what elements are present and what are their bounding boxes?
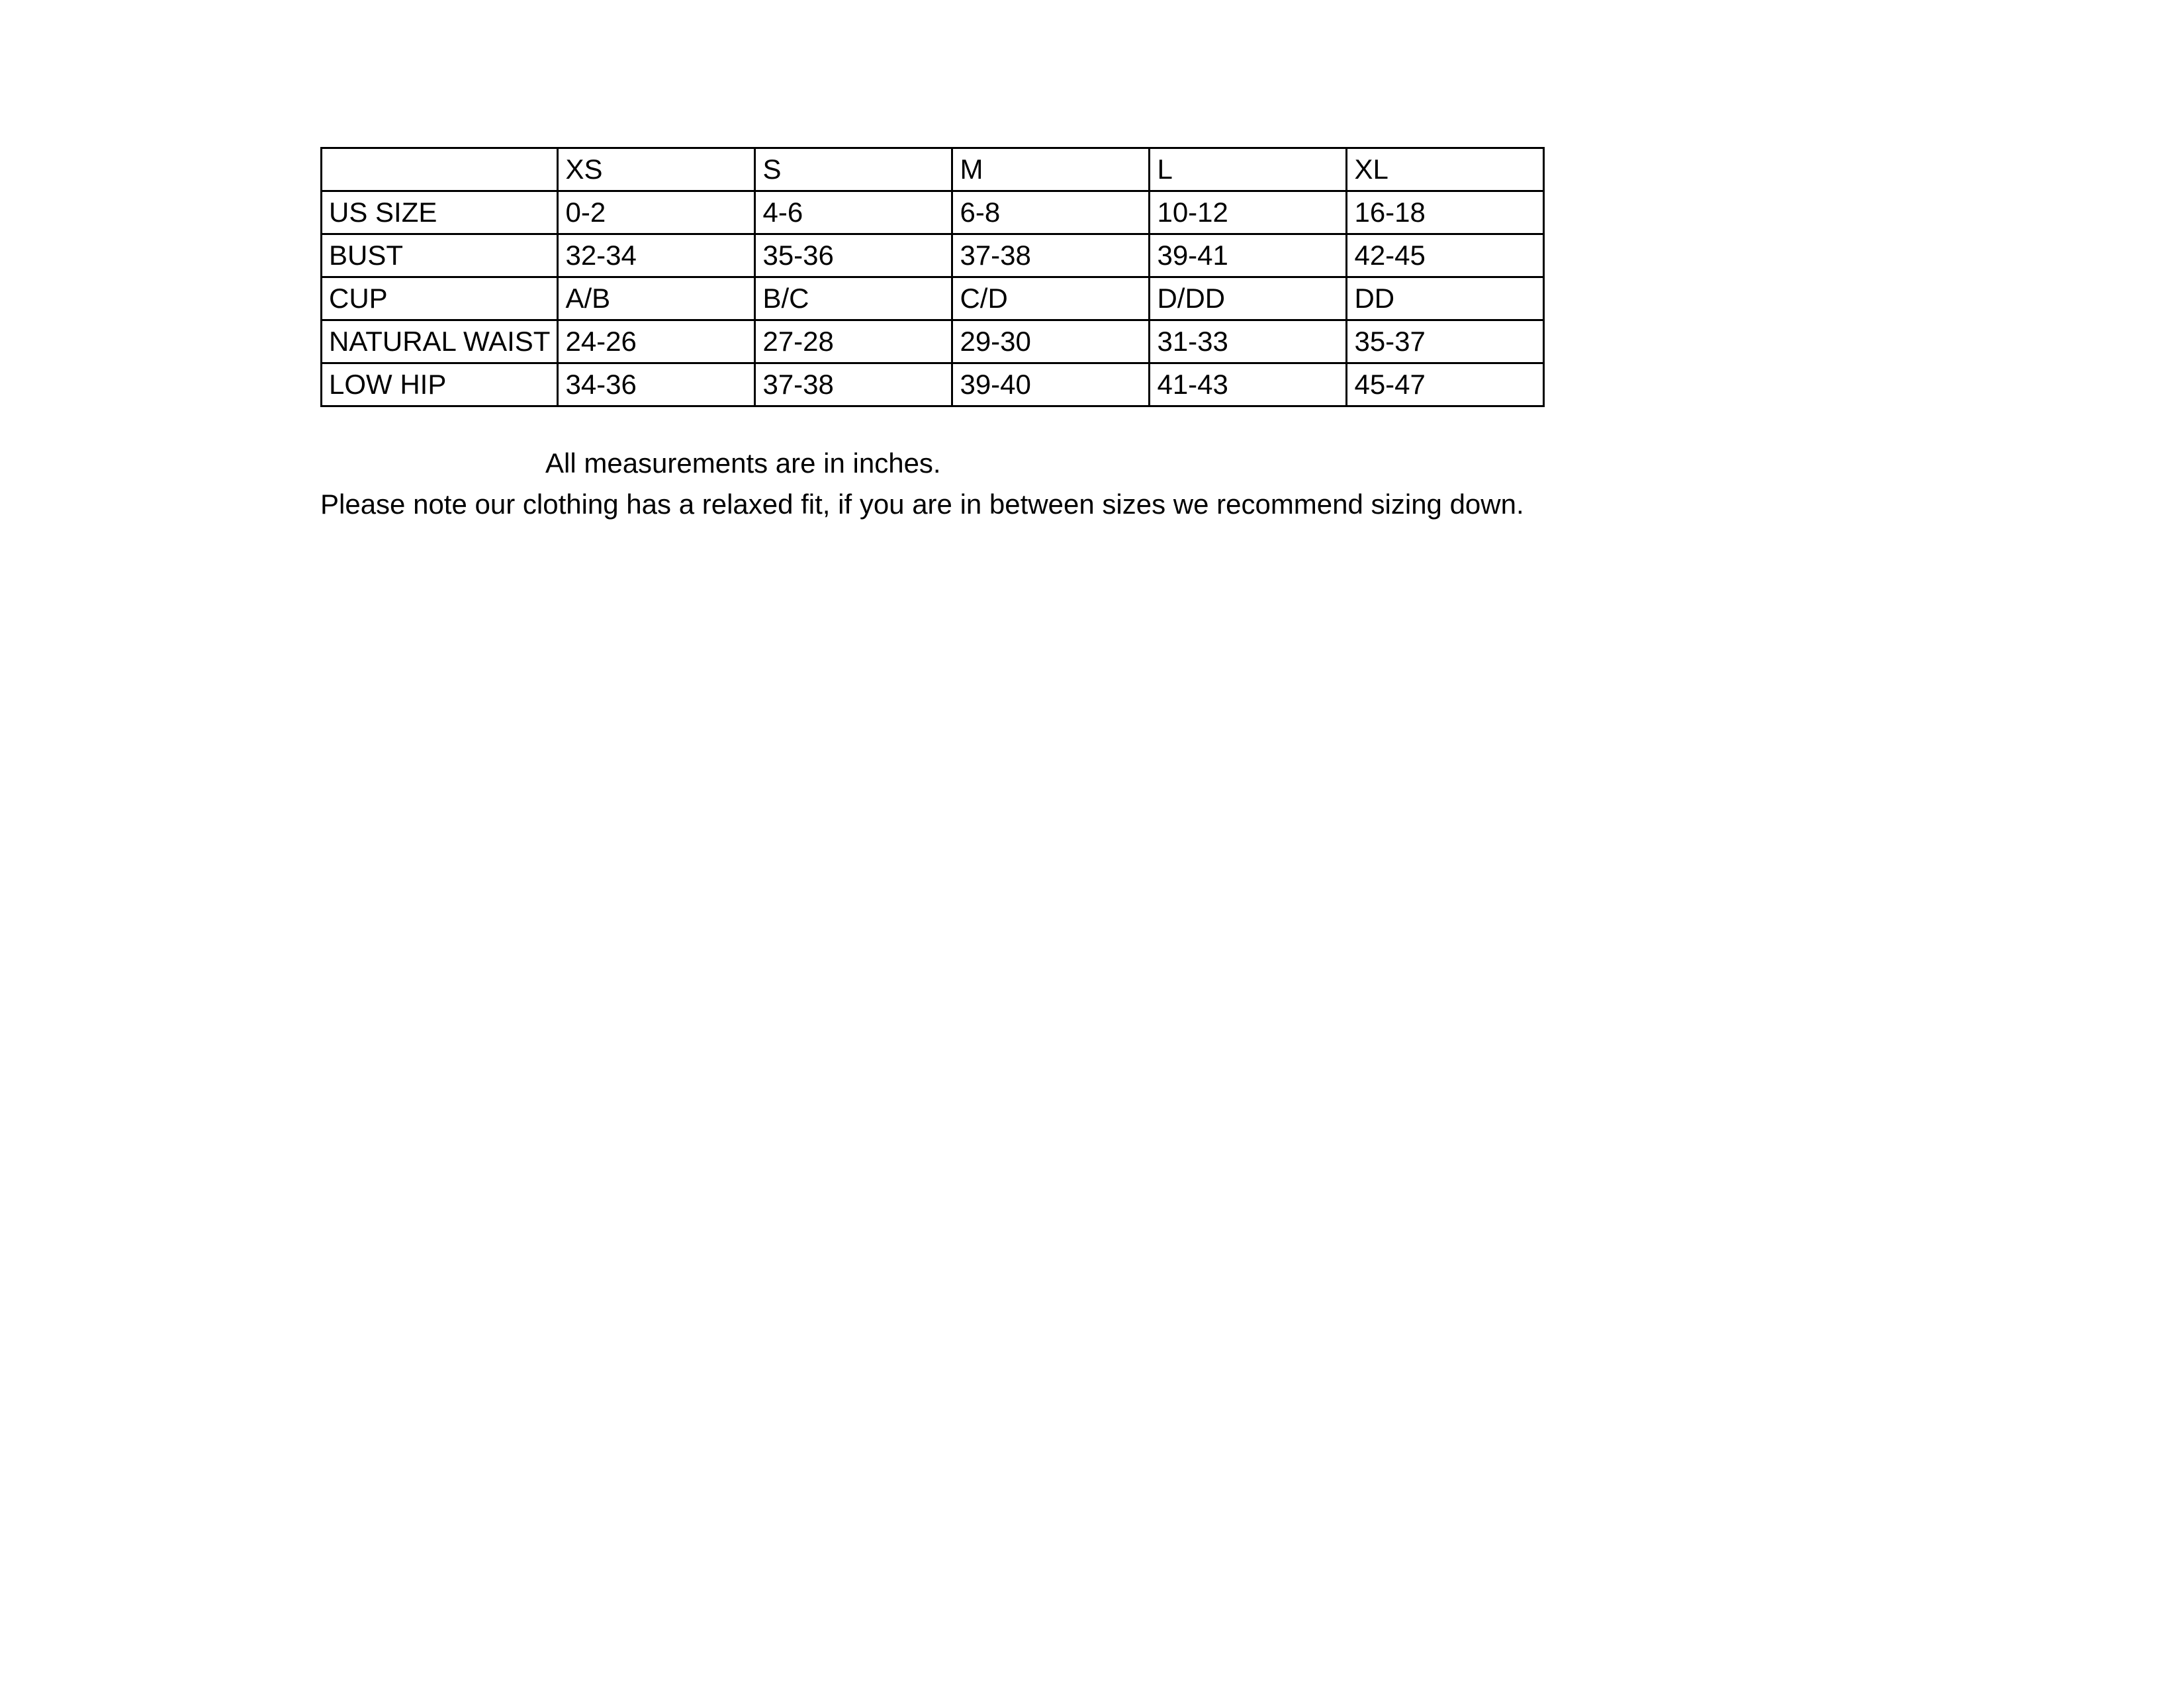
cell-us-size-l: 10-12 (1150, 191, 1347, 234)
row-label-us-size: US SIZE (322, 191, 558, 234)
cell-us-size-xl: 16-18 (1347, 191, 1544, 234)
cell-bust-m: 37-38 (952, 234, 1150, 277)
cell-natural-waist-xs: 24-26 (558, 320, 755, 363)
cell-cup-xs: A/B (558, 277, 755, 320)
cell-bust-s: 35-36 (755, 234, 952, 277)
row-label-bust: BUST (322, 234, 558, 277)
fit-recommendation-note: Please note our clothing has a relaxed fit, if you are in between sizes we recommend sizing down. (320, 489, 1524, 520)
size-chart-table (320, 147, 1545, 407)
cell-bust-xs: 32-34 (558, 234, 755, 277)
cell-low-hip-m: 39-40 (952, 363, 1150, 406)
row-label-natural-waist: NATURAL WAIST (322, 320, 558, 363)
row-label-cup: CUP (322, 277, 558, 320)
cell-cup-s: B/C (755, 277, 952, 320)
cell-low-hip-l: 41-43 (1150, 363, 1347, 406)
cell-low-hip-s: 37-38 (755, 363, 952, 406)
header-cell-m: M (952, 148, 1150, 191)
cell-cup-xl: DD (1347, 277, 1544, 320)
cell-natural-waist-m: 29-30 (952, 320, 1150, 363)
measurement-units-note: All measurements are in inches. (545, 447, 941, 479)
cell-us-size-s: 4-6 (755, 191, 952, 234)
cell-low-hip-xl: 45-47 (1347, 363, 1544, 406)
table-header-row (322, 148, 1544, 191)
table-row (322, 277, 1544, 320)
header-cell-blank (322, 148, 558, 191)
header-cell-s: S (755, 148, 952, 191)
table-row (322, 320, 1544, 363)
cell-natural-waist-l: 31-33 (1150, 320, 1347, 363)
cell-natural-waist-s: 27-28 (755, 320, 952, 363)
cell-us-size-xs: 0-2 (558, 191, 755, 234)
table-row (322, 191, 1544, 234)
row-label-low-hip: LOW HIP (322, 363, 558, 406)
cell-cup-m: C/D (952, 277, 1150, 320)
cell-natural-waist-xl: 35-37 (1347, 320, 1544, 363)
cell-us-size-m: 6-8 (952, 191, 1150, 234)
table-row (322, 234, 1544, 277)
table-row (322, 363, 1544, 406)
cell-bust-l: 39-41 (1150, 234, 1347, 277)
header-cell-xs: XS (558, 148, 755, 191)
cell-low-hip-xs: 34-36 (558, 363, 755, 406)
header-cell-l: L (1150, 148, 1347, 191)
cell-cup-l: D/DD (1150, 277, 1347, 320)
cell-bust-xl: 42-45 (1347, 234, 1544, 277)
header-cell-xl: XL (1347, 148, 1544, 191)
